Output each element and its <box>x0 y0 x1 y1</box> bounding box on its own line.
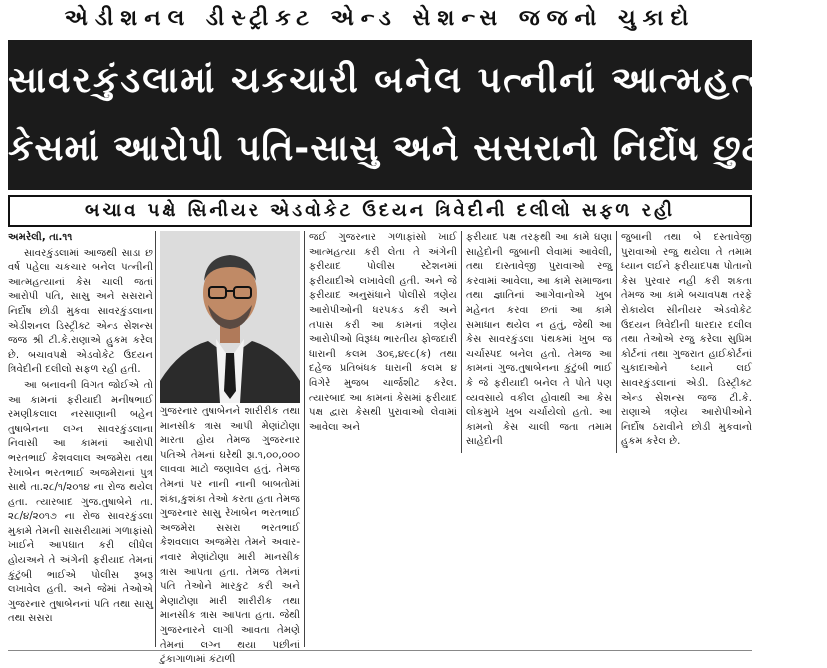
kicker-heading: એડીશનલ ડીસ્ટ્રીક્ટ એન્ડ સેશન્સ જજનો ચુકાદો <box>64 6 696 31</box>
column-divider <box>461 231 462 453</box>
headline-line-1: સાવરકુંડલામાં ચકચારી બનેલ પત્નીનાં આત્મહત્યા <box>8 60 789 101</box>
paragraph-col3: જઈ ગુજરનાર ગળાફાંસો ખાઈ આત્મહત્યા કરી લેતા તે અંગેની ફરીયાદ પોલીસ સ્ટેશનમાં ફરીયાદીએ લખાવેલી હતી. અને જે ફરીયાદ અનુસંધાને પોલીસે ત્રણેય આરોપીઓની ધરપકડ કરી અને તપાસ કરી આ કામનાં ત્રણેય આરોપીઓ વિરૂધ્ધ ભારતીય ફોજદારી ધારાની કલમ ૩૦૬,૪૯૮(ક) તથા દહેજ પ્રતિબંધક ધારાની કલમ ૪ વિગેરે મુજબ ચાર્જશીટ કરેલ. ત્યારબાદ આ કામનાં કેસમાં ફરીયાદ પક્ષ દ્વારા કેસથી પુરાવાઓ લેવામાં આવેલા અને <box>309 232 457 433</box>
dateline: અમરેલી, તા.૧૧ <box>8 232 73 243</box>
article-column-5 <box>621 231 752 451</box>
advocate-photo <box>160 231 300 403</box>
paragraph-col2: ગુજરનાર તુષાબેનને શારીરીક તથા માનસીક ત્રાસ આપી મેણાંટોણા મારતા હોય તેમજ ગુજરનાર પતિએ તેમનાં ઘરેથી રૂા.૧,૦૦,૦૦૦ લાવવા માટો જણાવેલ હતું. તેમજ તેમનાં પર નાની નાની બાબતોમાં શંકા,કુશંકા તેઓ કરતા હતા તેમજ ગુજરનાર સાસુ રેખાબેન ભરતભાઈ અજમેરા સસરા ભરતભાઈ કેશવલાલ અજમેરા તેમને અવાર-નવાર મેણાંટોણા મારી માનસીક ત્રાસ આપતા હતા. તેમજ તેમનાં પતિ તેઓને મારકુટ કરી અને મેણાટોણા મારી શારીરીક તથા માનસીક ત્રાસ આપતા હતા. જેથી ગુજરનારને લાગી આવતા તેમણે તેમનાં લગ્ન થયા પછીનાં ટુંકાગાળામાં કંટાળી <box>160 406 300 666</box>
paragraph-col4: ફરીયાદ પક્ષ તરફથી આ કામે ઘણા સાહેદોની જુબાની લેવામાં આવેલી, તથા દાસ્તાવેજી પુરાવાઓ રજુ કરવામાં આવેલા, આ કામે સમાજના તથા જ્ઞાતિનાં આગેવાનોએ ખુબ મહેનત કરવા છતાં આ કામે સમાધાન થયેલ ન હતું, જેથી આ કેસ સાવરકુંડલા પંથકમાં ખુબ જ ચર્ચાસ્પદ બનેલ હતો. તેમજ આ કામનાં ગુજ.તુષાબેનના કુંટુંબી ભાઈ કે જે ફરીયાદી બનેલ તે પોતે પણ વ્યવસાયે વકીલ હોવાથી આ કેસ લોકમુખે ખુબ ચર્ચાયેલો હતો. આ કામનો કેસ ચાલી જતા તમામ સાહેદોની <box>466 232 612 448</box>
article-column-4 <box>466 231 612 451</box>
paragraph-col5: જુબાની તથા બે દસ્તાવેજી પુરાવાઓ રજુ થયેલા તે તમામ ધ્યાન લઈને ફરીયાદપક્ષ પોતાનો કેસ પુરવાર નહી કરી શકતા તેમજ આ કામે બચાવપક્ષ તરફે રોકાયેલ સીનીયર એડવોકેટ ઉદયન ત્રિવેદીની ધારદાર દલીલ તથા તેઓએ રજુ કરેલા સુપ્રિમ કોર્ટનાં તથા ગુજરાત હાઈકોર્ટનાં ચુકાદાઓને ધ્યાને લઈ સાવરકુંડલાનાં એડી. ડિસ્ટ્રીક્ટ એન્ડ સેશન્સ જજ ટી.કે. રાણાએ ત્રણેય આરોપીઓને નિર્દોષ ઠરાવીને છોડી મુકવાનો હુકમ કરેલ છે. <box>621 232 752 448</box>
person-portrait-icon <box>160 231 300 403</box>
article-column-3 <box>309 231 457 451</box>
column-divider <box>155 231 156 647</box>
column-divider <box>304 231 305 647</box>
article-column-2 <box>160 405 300 666</box>
subheadline: બચાવ પક્ષે સિનીયર એડવોકેટ ઉદયન ત્રિવેદીની દલીલો સફળ રહી <box>8 195 752 227</box>
headline-line-2: કેસમાં આરોપી પતિ-સાસુ અને સસરાનો નિર્દોષ છુટકારો <box>8 128 827 169</box>
paragraph-details: આ બનાવની વિગત જોઈએ તો આ કામનાં ફરીયાદી મનીષભાઈ રમણીકલાલ નરસાણાની બહેન તુષાબેનના લગ્ન સાવરકુંડલાના નિવાસી આ કામનાં આરોપી ભરતભાઈ કેશવલાલ અજમેરા તથા રેખાબેન ભરતભાઈ અજમેરાનાં પુત્ર સાથે તા.૨૮/૧/૨૦૧૪ ના રોજ થયેલ હતા. ત્યારબાદ ગુજ.તુષાબેને તા. ૨૮/૪/૨૦૧૭ ના રોજ સાવરકુંડલા મુકામે તેમની સાસરીયામાં ગળાફાંસો ખાઈને આપઘાત કરી લીધેલ હોયઅને તે અંગેની ફરીયાદ તેમનાં કુંટુંબી ભાઈએ પોલીસ રૂબરૂ લખાવેલ હતી. અને જેમાં તેઓએ ગુજરનાર તુષાબેનનાં પતિ તથા સાસુ તથા સસરા <box>8 379 153 625</box>
paragraph-intro: સાવરકુંડલામાં આજથી સાડા છ વર્ષ પહેલા ચકચાર બનેલ પત્નીની આત્મહત્યાનાં કેસ ચાલી જતાં આરોપી પતિ, સાસુ અને સસરાને નિર્દોષ છોડી મુકવા સાવરકુંડલાના એડીશનલ ડિસ્ટ્રીક્ટ એન્ડ સેશન્સ જજ શ્રી ટી.કે.રાણાએ હુકમ કરેલ છે. બચાવપક્ષે એડવોકેટ ઉદયન ત્રિવેદીની દલીલો સફળ રહી હતી. <box>8 247 153 376</box>
article-column-1 <box>8 231 153 647</box>
headline-banner <box>8 40 827 190</box>
column-divider <box>616 231 617 453</box>
page-bottom-rule <box>8 650 752 651</box>
